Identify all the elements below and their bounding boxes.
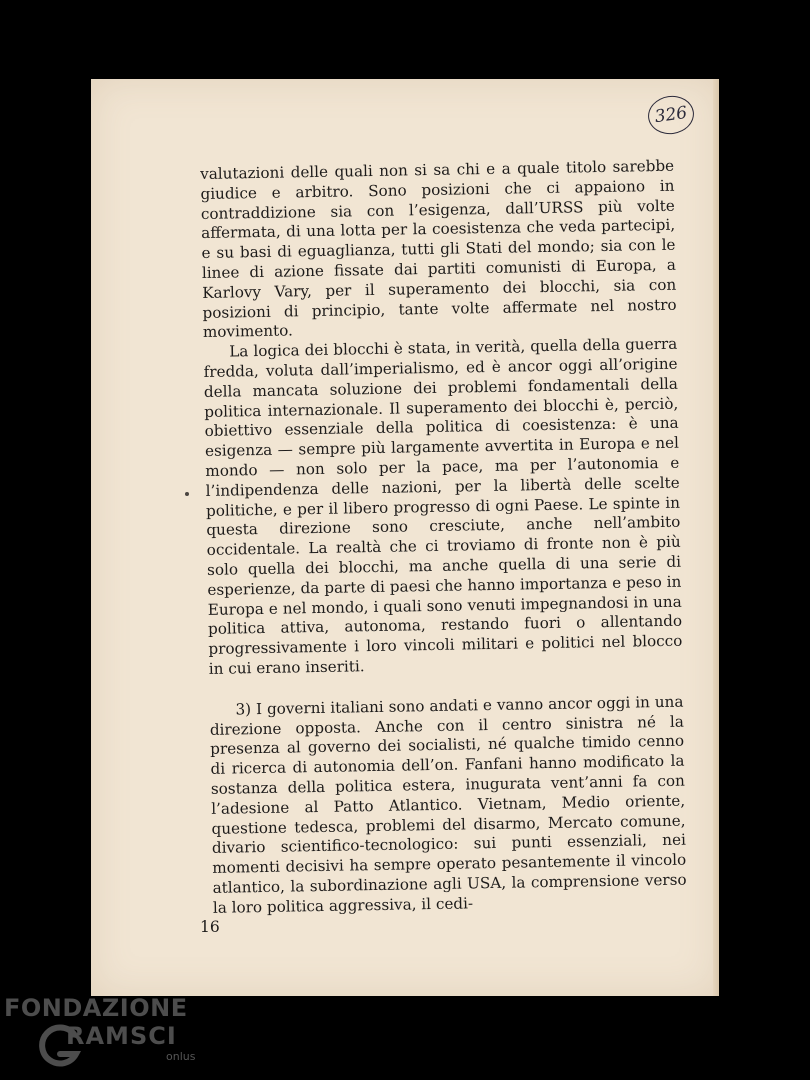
body-text xyxy=(200,157,687,919)
page-number: 16 xyxy=(200,918,220,936)
margin-mark xyxy=(185,492,189,496)
paragraph-2: La logica dei blocchi è stata, in verità, quella della guerra fredda, voluta dall’imperialismo, ed è ancor oggi all’origine della mancata soluzione dei problemi fondamentali della politica internazionale. Il superamento dei blocchi è, perciò, obiettivo essenziale della politica di coesistenza: è una esigenza — sempre più largamente avvertita in Europa e nel mondo — non solo per la pace, ma per l’autonomia e l’indipendenza delle nazioni, per la libertà delle scelte politiche, e per il libero progresso di ogni Paese. Le spinte in questa direzione sono cresciute, anche nell’ambito occidentale. La realtà che ci troviamo di fronte non è più solo quella dei blocchi, ma anche quella di una serie di esperienze, da parte di paesi che hanno importanza e peso in Europa e nel mondo, i quali sono venuti impegnandosi in una politica attiva, autonoma, restando fuori o allentando progressivamente i loro vincoli militari e politici nel blocco in cui erano inseriti. xyxy=(203,334,683,678)
watermark-line-2: RAMSCI xyxy=(66,1022,177,1050)
watermark-subtitle: onlus xyxy=(166,1050,196,1063)
page-edge xyxy=(713,79,719,996)
fondazione-gramsci-watermark xyxy=(4,992,204,1072)
watermark-line-1: FONDAZIONE xyxy=(4,994,188,1022)
paragraph-1: valutazioni delle quali non si sa chi e a quale titolo sarebbe giudice e arbitro. Sono posizioni che ci appaiono in contraddizione sia con l’esigenza, dall’URSS più volte affermata, di una lotta per la coesistenza che veda partecipi, e su basi di eguaglianza, tutti gli Stati del mondo; sia con le linee di azione fissate dai partiti comunisti di Europa, a Karlovy Vary, per il superamento dei blocchi, sia con posizioni di principio, tante volte affermate nel nostro movimento. xyxy=(200,156,677,342)
archive-number-annotation: 326 xyxy=(646,93,697,137)
paragraph-3: 3) I governi italiani sono andati e vanno ancor oggi in una direzione opposta. Anche con il centro sinistra né la presenza al governo dei socialisti, né qualche timido cenno di ricerca di autonomia dell’on. Fanfani hanno modificato la sostanza della politica estera, inugurata vent’anni fa con l’adesione al Patto Atlantico. Vietnam, Medio oriente, questione tedesca, problemi del disarmo, Mercato comune, divario scientifico-tecnologico: sui punti essenziali, nei momenti decisivi ha sempre operato pesantemente il vincolo atlantico, la subordinazione agli USA, la comprensione verso la loro politica aggressiva, il cedi- xyxy=(209,692,687,917)
